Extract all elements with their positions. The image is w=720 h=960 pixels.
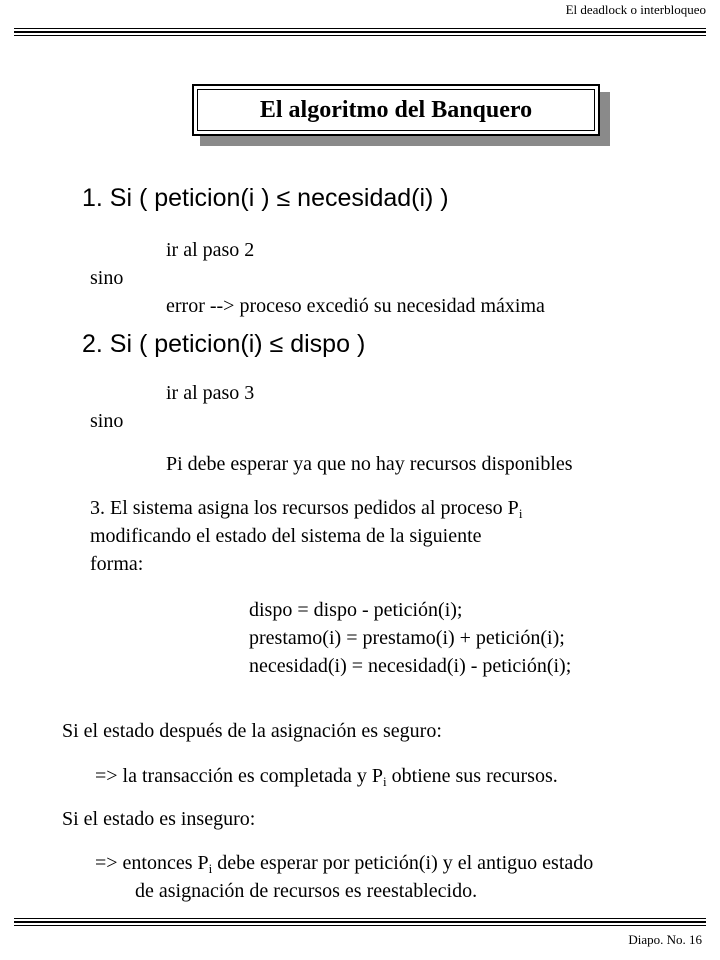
step2-condition: 2. Si ( peticion(i) ≤ dispo ) (82, 330, 366, 358)
header-title: El deadlock o interbloqueo (565, 2, 706, 17)
header-rule (14, 28, 706, 36)
safe-label: Si el estado después de la asignación es seguro: (62, 720, 442, 742)
step1-else: error --> proceso excedió su necesidad máxima (166, 295, 545, 317)
step3-line1: 3. El sistema asigna los recursos pedidos al proceso $P_i$ (90, 497, 523, 521)
step2-then: ir al paso 3 (166, 382, 255, 404)
slide-title: El algoritmo del Banquero (197, 89, 595, 131)
code-line-1: dispo = dispo - petición(i); (249, 599, 463, 621)
code-line-2: prestamo(i) = prestamo(i) + petición(i); (249, 627, 565, 649)
unsafe-label: Si el estado es inseguro: (62, 808, 256, 830)
step1-condition: 1. Si ( peticion(i ) ≤ necesidad(i) ) (82, 184, 449, 212)
safe-result: => la transacción es completada y $P_i$ obtiene sus recursos. (95, 765, 558, 789)
step3-line2: modificando el estado del sistema de la siguiente (90, 525, 482, 547)
unsafe-result: => entonces $P_i$ debe esperar por petición(i) y el antiguo estado (95, 852, 594, 876)
step1-then: ir al paso 2 (166, 239, 255, 261)
unsafe-result-line2: de asignación de recursos es reestablecido. (135, 880, 478, 902)
step2-else-label: sino (90, 410, 124, 432)
step1-else-label: sino (90, 267, 124, 289)
slide-number: Diapo. No. 16 (628, 932, 702, 947)
footer-rule (14, 918, 706, 926)
safe-subscript: i (383, 774, 387, 789)
code-line-3: necesidad(i) = necesidad(i) - petición(i); (249, 655, 572, 677)
step3-subscript: i (518, 506, 523, 521)
unsafe-subscript: i (208, 861, 213, 876)
step2-else: Pi debe esperar ya que no hay recursos disponibles (166, 453, 573, 475)
slide-title-box (192, 84, 610, 146)
step3-line3: forma: (90, 553, 144, 575)
